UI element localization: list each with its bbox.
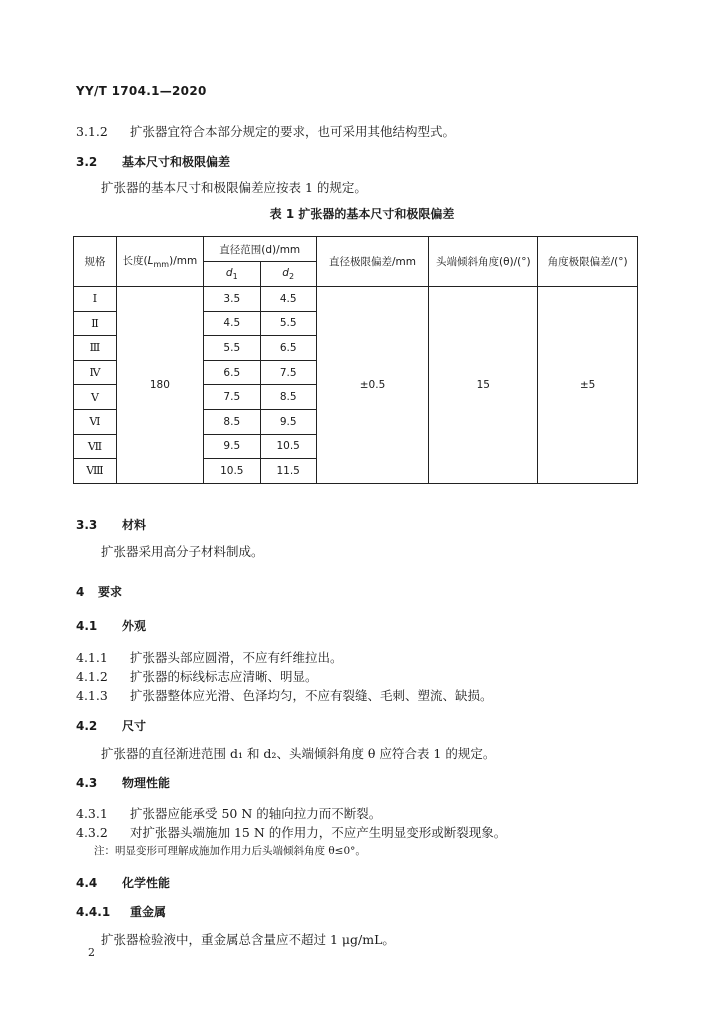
spec-cell: Ⅴ — [74, 385, 117, 410]
d1-cell: 6.5 — [203, 360, 260, 385]
table-caption: 表 1 扩张器的基本尺寸和极限偏差 — [269, 207, 455, 221]
clause-text: 扩张器应能承受 50 N 的轴向拉力而不断裂。 — [130, 806, 382, 821]
angle-tolerance-cell: ±5 — [538, 287, 638, 484]
heading-number: 4.4.1 — [76, 905, 111, 919]
clause-text: 扩张器头部应圆滑，不应有纤维拉出。 — [130, 650, 343, 665]
tip-angle-cell: 15 — [429, 287, 538, 484]
clause-4-1-3 — [76, 686, 493, 704]
heading-4-4-1 — [76, 903, 166, 920]
header-spec: 规格 — [74, 237, 117, 287]
d2-cell: 5.5 — [260, 311, 316, 336]
spec-cell: Ⅲ — [74, 336, 117, 361]
header-angle-tolerance: 角度极限偏差/(°) — [538, 237, 638, 287]
heading-3-3 — [76, 516, 146, 533]
clause-text: 对扩张器头端施加 15 N 的作用力，不应产生明显变形或断裂现象。 — [130, 825, 507, 840]
heading-3-2 — [76, 153, 230, 170]
header-diameter-tolerance: 直径极限偏差/mm — [316, 237, 429, 287]
d2-cell: 10.5 — [260, 434, 316, 459]
d2-cell: 6.5 — [260, 336, 316, 361]
heading-title: 物理性能 — [122, 776, 171, 790]
clause-4-1-2 — [76, 667, 318, 685]
heading-title: 基本尺寸和极限偏差 — [122, 155, 231, 169]
clause-number: 4.3.2 — [76, 825, 108, 840]
heading-title: 化学性能 — [122, 876, 171, 890]
d1-cell: 10.5 — [203, 459, 260, 484]
heading-number: 4.2 — [76, 719, 98, 733]
heading-title: 要求 — [98, 585, 123, 599]
header-tip-angle: 头端倾斜角度(θ)/(°) — [429, 237, 538, 287]
spec-cell: Ⅷ — [74, 459, 117, 484]
clause-4-3-2 — [76, 823, 506, 841]
d1-cell: 3.5 — [203, 287, 260, 312]
d2-cell: 7.5 — [260, 360, 316, 385]
heading-number: 4 — [76, 585, 85, 599]
heading-4-4 — [76, 874, 170, 891]
paragraph-3-3: 扩张器采用高分子材料制成。 — [101, 544, 264, 559]
page-number: 2 — [88, 946, 95, 959]
spec-cell: Ⅵ — [74, 409, 117, 434]
d2-cell: 8.5 — [260, 385, 316, 410]
d2-cell: 4.5 — [260, 287, 316, 312]
clause-number: 3.1.2 — [76, 124, 108, 139]
spec-cell: Ⅶ — [74, 434, 117, 459]
header-d1: $d_1$ — [203, 262, 260, 287]
clause-4-3-1 — [76, 804, 381, 822]
paragraph-3-2: 扩张器的基本尺寸和极限偏差应按表 1 的规定。 — [101, 180, 367, 195]
spec-cell: Ⅰ — [74, 287, 117, 312]
heading-title: 外观 — [122, 619, 147, 633]
clause-number: 4.3.1 — [76, 806, 108, 821]
d1-cell: 5.5 — [203, 336, 260, 361]
paragraph-4-2: 扩张器的直径渐进范围 d₁ 和 d₂、头端倾斜角度 θ 应符合表 1 的规定。 — [101, 746, 496, 761]
d2-cell: 9.5 — [260, 409, 316, 434]
note: 注：明显变形可理解成施加作用力后头端倾斜角度 θ≤0°。 — [94, 845, 366, 857]
header-length: 长度$(L_{mm})/mm$ — [116, 237, 203, 287]
paragraph-4-4-1: 扩张器检验液中，重金属总含量应不超过 1 μg/mL。 — [101, 932, 395, 947]
standard-id: YY/T 1704.1—2020 — [76, 84, 207, 98]
clause-text: 扩张器宜符合本部分规定的要求，也可采用其他结构型式。 — [130, 124, 456, 139]
heading-4 — [76, 583, 122, 600]
heading-4-1 — [76, 617, 146, 634]
dimension-table — [73, 236, 638, 484]
diameter-tolerance-cell: ±0.5 — [316, 287, 429, 484]
heading-number: 4.1 — [76, 619, 98, 633]
d1-cell: 7.5 — [203, 385, 260, 410]
d1-cell: 8.5 — [203, 409, 260, 434]
clause-3-1-2 — [76, 122, 455, 140]
heading-4-3 — [76, 774, 170, 791]
heading-number: 4.3 — [76, 776, 98, 790]
clause-text: 扩张器的标线标志应清晰、明显。 — [130, 669, 318, 684]
spec-cell: Ⅱ — [74, 311, 117, 336]
clause-text: 扩张器整体应光滑、色泽均匀，不应有裂缝、毛刺、塑流、缺损。 — [130, 688, 493, 703]
heading-4-2 — [76, 717, 146, 734]
clause-number: 4.1.2 — [76, 669, 108, 684]
clause-number: 4.1.1 — [76, 650, 108, 665]
clause-number: 4.1.3 — [76, 688, 108, 703]
heading-title: 尺寸 — [122, 719, 147, 733]
spec-cell: Ⅳ — [74, 360, 117, 385]
header-d2: $d_2$ — [260, 262, 316, 287]
table-row — [74, 287, 638, 312]
clause-4-1-1 — [76, 648, 343, 666]
length-cell: 180 — [116, 287, 203, 484]
heading-number: 4.4 — [76, 876, 98, 890]
heading-number: 3.2 — [76, 155, 98, 169]
d1-cell: 4.5 — [203, 311, 260, 336]
heading-number: 3.3 — [76, 518, 98, 532]
heading-title: 材料 — [122, 518, 147, 532]
d1-cell: 9.5 — [203, 434, 260, 459]
heading-title: 重金属 — [130, 905, 167, 919]
header-diameter-range: 直径范围(d)/mm — [203, 237, 316, 262]
d2-cell: 11.5 — [260, 459, 316, 484]
